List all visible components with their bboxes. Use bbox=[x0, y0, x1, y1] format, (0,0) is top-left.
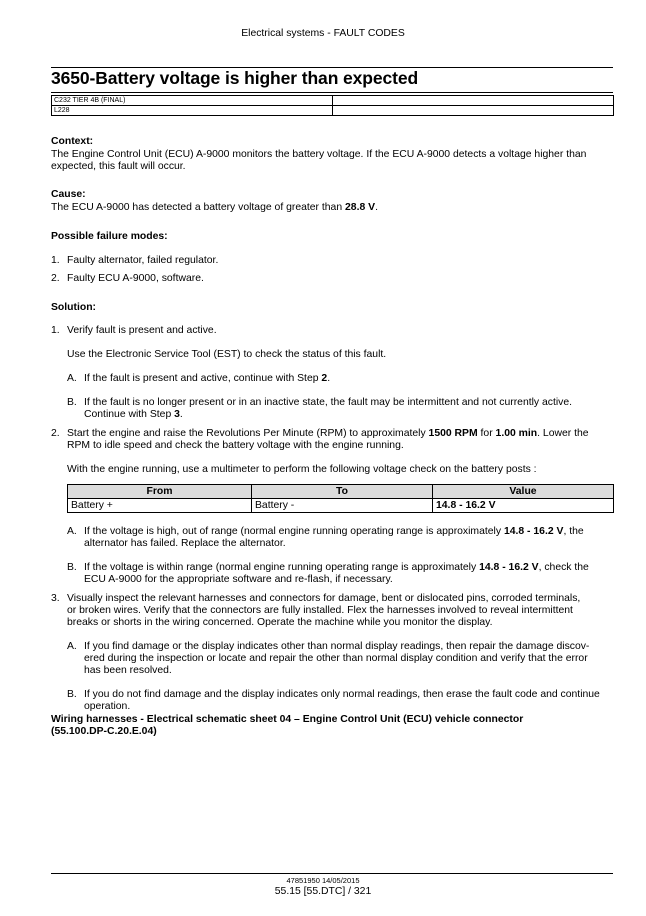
step-2-note: With the engine running, use a multimeter to perform the following voltage check on the battery posts : bbox=[67, 464, 537, 475]
step-3a-line3: has been resolved. bbox=[84, 665, 172, 676]
step-3b-line1: If you do not find damage and the display indicates only normal readings, then erase the fault code and continue bbox=[84, 689, 600, 700]
substep-letter: B. bbox=[67, 397, 77, 408]
table-header-to: To bbox=[252, 485, 433, 499]
solution-label: Solution: bbox=[51, 302, 97, 313]
page-title: 3650-Battery voltage is higher than expected bbox=[51, 68, 419, 88]
step-1b-line2: Continue with Step 3. bbox=[84, 409, 183, 420]
step-2b-line2: ECU A-9000 for the appropriate software and re-flash, if necessary. bbox=[84, 574, 393, 585]
table-cell-from: Battery + bbox=[68, 499, 252, 513]
step-3a-line1: If you find damage or the display indicates other than normal display readings, then repair the damage discov- bbox=[84, 641, 590, 652]
step-3b-line2: operation. bbox=[84, 701, 131, 712]
table-header-value: Value bbox=[433, 485, 614, 499]
cause-label: Cause: bbox=[51, 189, 86, 200]
title-top-rule bbox=[51, 67, 613, 68]
context-text-line2: expected, this fault will occur. bbox=[51, 161, 186, 172]
cause-text: The ECU A-9000 has detected a battery voltage of greater than 28.8 V. bbox=[51, 202, 378, 213]
substep-letter: A. bbox=[67, 373, 77, 384]
step-1a-text: If the fault is present and active, continue with Step 2. bbox=[84, 373, 331, 384]
step-3a-line2: ered during the inspection or locate and repair the other than normal display condition and verify that the error bbox=[84, 653, 588, 664]
step-1-note: Use the Electronic Service Tool (EST) to check the status of this fault. bbox=[67, 349, 387, 360]
step-1-text: Verify fault is present and active. bbox=[67, 325, 217, 336]
title-bottom-rule bbox=[51, 92, 613, 93]
table-header-from: From bbox=[68, 485, 252, 499]
context-label: Context: bbox=[51, 136, 94, 147]
wiring-reference-line2[interactable]: (55.100.DP-C.20.E.04) bbox=[51, 726, 157, 737]
table-row bbox=[68, 499, 614, 513]
step-number: 1. bbox=[51, 325, 60, 336]
footer-rule bbox=[51, 873, 613, 874]
table-cell-value: 14.8 - 16.2 V bbox=[433, 499, 614, 513]
substep-letter: B. bbox=[67, 562, 77, 573]
wiring-reference-line1[interactable]: Wiring harnesses - Electrical schematic sheet 04 – Engine Control Unit (ECU) vehicle connector bbox=[51, 714, 524, 725]
applicability-table bbox=[51, 95, 614, 116]
applicability-config: L228 bbox=[52, 106, 333, 116]
footer-doc-id: 47851950 14/05/2015 bbox=[286, 876, 360, 885]
step-2a-line2: alternator has failed. Replace the alternator. bbox=[84, 538, 286, 549]
step-2-line1: Start the engine and raise the Revolutions Per Minute (RPM) to approximately 1500 RPM for 1.00 min. Lower the bbox=[67, 428, 589, 439]
page-header: Electrical systems - FAULT CODES bbox=[241, 28, 405, 39]
failure-mode-num: 2. bbox=[51, 273, 60, 284]
step-number: 2. bbox=[51, 428, 60, 439]
step-number: 3. bbox=[51, 593, 60, 604]
step-3-line1: Visually inspect the relevant harnesses and connectors for damage, bent or dislocated pins, corroded terminals, bbox=[67, 593, 581, 604]
table-cell-to: Battery - bbox=[252, 499, 433, 513]
substep-letter: B. bbox=[67, 689, 77, 700]
step-3-line3: breaks or shorts in the wiring concerned. Operate the machine while you monitor the display. bbox=[67, 617, 493, 628]
voltage-check-table bbox=[67, 484, 614, 513]
substep-letter: A. bbox=[67, 641, 77, 652]
step-2b-line1: If the voltage is within range (normal engine running operating range is approximately 14.8 - 16.2 V, check the bbox=[84, 562, 589, 573]
substep-letter: A. bbox=[67, 526, 77, 537]
failure-modes-label: Possible failure modes: bbox=[51, 231, 168, 242]
failure-mode-item: Faulty alternator, failed regulator. bbox=[67, 255, 219, 266]
applicability-model: C232 TIER 4B (FINAL) bbox=[52, 96, 333, 106]
failure-mode-item: Faulty ECU A-9000, software. bbox=[67, 273, 204, 284]
step-3-line2: or broken wires. Verify that the connectors are fully installed. Flex the harnesses involved to reveal intermittent bbox=[67, 605, 573, 616]
step-2-line2: RPM to idle speed and check the battery voltage with the engine running. bbox=[67, 440, 404, 451]
footer-page-number: 55.15 [55.DTC] / 321 bbox=[274, 886, 372, 897]
step-2a-line1: If the voltage is high, out of range (normal engine running operating range is approximately 14.8 - 16.2 V, the bbox=[84, 526, 584, 537]
failure-mode-num: 1. bbox=[51, 255, 60, 266]
step-1b-line1: If the fault is no longer present or in an inactive state, the fault may be intermittent and not currently active. bbox=[84, 397, 573, 408]
context-text-line1: The Engine Control Unit (ECU) A-9000 monitors the battery voltage. If the ECU A-9000 detects a voltage higher than bbox=[51, 149, 587, 160]
